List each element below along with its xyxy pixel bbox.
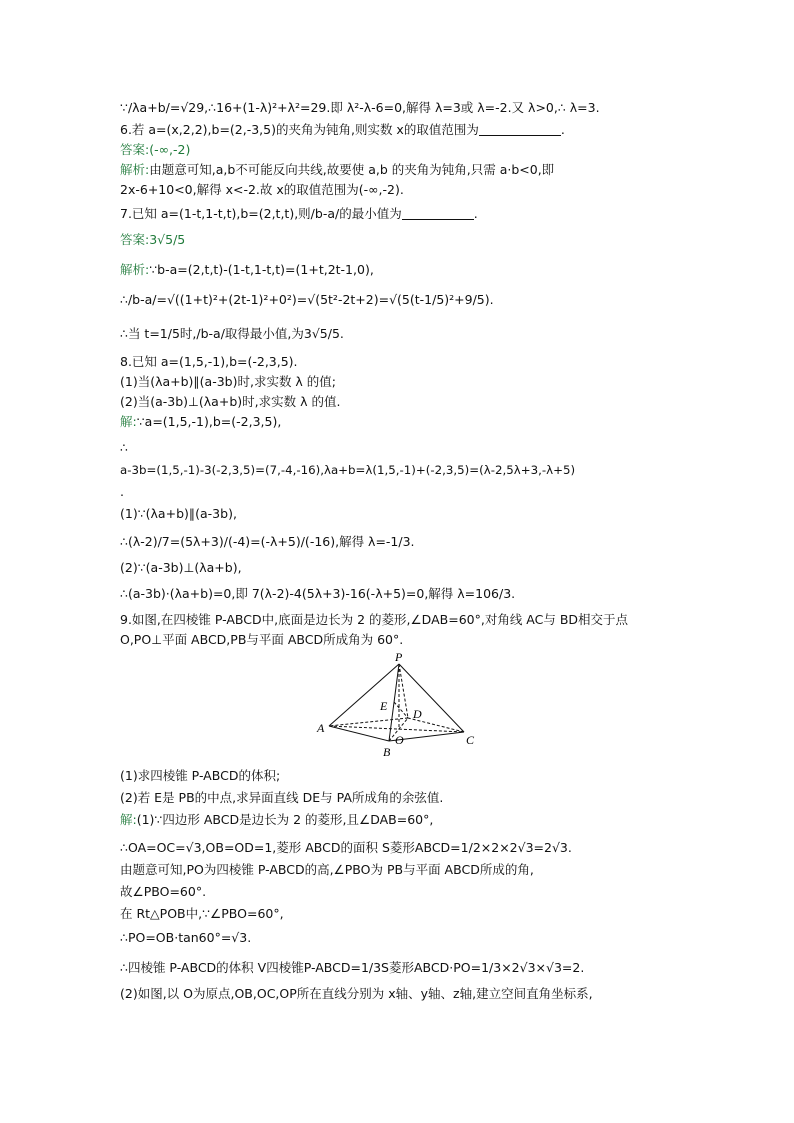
pyramid-diagram xyxy=(315,652,485,770)
q8-stem-text: 8.已知 a=(1,5,-1),b=(-2,3,5). xyxy=(120,354,298,369)
q6-stem-text: 6.若 a=(x,2,2),b=(2,-3,5)的夹角为钝角,则实数 x的取值范围为 xyxy=(120,122,479,137)
q8-sol-8 xyxy=(120,586,680,602)
q9-sol-text-8: (2)如图,以 O为原点,OB,OC,OP所在直线分别为 x轴、y轴、z轴,建立空间直角坐标系, xyxy=(120,986,593,1001)
q8-sol-text-7: (2)∵(a-3b)⊥(λa+b), xyxy=(120,560,242,575)
q9-sol-text-5: 在 Rt△POB中,∵∠PBO=60°, xyxy=(120,906,284,921)
q8-sol-4 xyxy=(120,484,680,500)
q9-sol-4 xyxy=(120,884,680,900)
q9-sol-text-7: ∴四棱锥 P-ABCD的体积 V四棱锥P-ABCD=1/3S菱形ABCD·PO=1/3×2√3×√3=2. xyxy=(120,960,585,975)
q7-stem-text: 7.已知 a=(1-t,1-t,t),b=(2,t,t),则/b-a/的最小值为 xyxy=(120,206,402,221)
label-P: P xyxy=(395,652,403,664)
q9-sol-text-6: ∴PO=OB·tan60°=√3. xyxy=(120,930,252,945)
q8-part1 xyxy=(120,374,680,390)
q7-analysis-text-1: ∵b-a=(2,t,t)-(1-t,1-t,t)=(1+t,2t-1,0), xyxy=(149,262,374,277)
q9-sol-text-1: (1)∵四边形 ABCD是边长为 2 的菱形,且∠DAB=60°, xyxy=(136,812,434,827)
q9-stem-1 xyxy=(120,612,680,628)
intro-line xyxy=(120,100,680,116)
q6-analysis-label: 解析: xyxy=(120,162,150,177)
label-O: O xyxy=(395,733,404,747)
q8-sol-label: 解: xyxy=(120,414,137,429)
q9-part2-text: (2)若 E是 PB的中点,求异面直线 DE与 PA所成角的余弦值. xyxy=(120,790,444,805)
q7-analysis-3 xyxy=(120,326,680,342)
q9-sol-text-4: 故∠PBO=60°. xyxy=(120,884,207,899)
q8-stem xyxy=(120,354,680,370)
q6-answer-value: (-∞,-2) xyxy=(149,142,191,157)
q6-analysis-text-2: 2x-6+10<0,解得 x<-2.故 x的取值范围为(-∞,-2). xyxy=(120,182,404,197)
q7-analysis-text-3: ∴当 t=1/5时,/b-a/取得最小值,为3√5/5. xyxy=(120,326,344,341)
q9-sol-1 xyxy=(120,812,680,828)
q8-part2-text: (2)当(a-3b)⊥(λa+b)时,求实数 λ 的值. xyxy=(120,394,341,409)
q8-sol-6 xyxy=(120,534,680,550)
q7-answer-value: 3√5/5 xyxy=(149,232,186,247)
q7-stem: 7.已知 a=(1-t,1-t,t),b=(2,t,t),则/b-a/的最小值为 . xyxy=(120,206,478,221)
edge-DA xyxy=(329,718,408,726)
q8-part1-text: (1)当(λa+b)∥(a-3b)时,求实数 λ 的值; xyxy=(120,374,337,389)
q8-sol-text-6: ∴(λ-2)/7=(5λ+3)/(-4)=(-λ+5)/(-16),解得 λ=-1/3. xyxy=(120,534,415,549)
q7-analysis-1 xyxy=(120,262,680,278)
label-E: E xyxy=(380,699,388,713)
q6-analysis-2 xyxy=(120,182,680,198)
q9-sol-text-3: 由题意可知,PO为四棱锥 P-ABCD的高,∠PBO为 PB与平面 ABCD所成的角, xyxy=(120,862,534,877)
label-D: D xyxy=(413,707,422,721)
label-A: A xyxy=(317,721,325,735)
q7-analysis-text-2: ∴/b-a/=√((1+t)²+(2t-1)²+0²)=√(5t²-2t+2)=√(5(t-1/5)²+9/5). xyxy=(120,292,494,307)
pyramid-figure xyxy=(315,652,485,770)
q7-answer-blank xyxy=(402,207,474,220)
q6-answer-blank xyxy=(479,123,561,136)
q8-sol-5 xyxy=(120,506,680,522)
q9-sol-3 xyxy=(120,862,680,878)
q8-sol-text-8: ∴(a-3b)·(λa+b)=0,即 7(λ-2)-4(5λ+3)-16(-λ+5)=0,解得 λ=106/3. xyxy=(120,586,516,601)
q9-part2 xyxy=(120,790,680,806)
q8-sol-7 xyxy=(120,560,680,576)
q9-sol-8 xyxy=(120,986,680,1002)
q7-analysis-2 xyxy=(120,292,680,308)
q9-stem-text-2: O,PO⊥平面 ABCD,PB与平面 ABCD所成角为 60°. xyxy=(120,632,404,647)
q8-sol-text-3: a-3b=(1,5,-1)-3(-2,3,5)=(7,-4,-16),λa+b=λ(1,5,-1)+(-2,3,5)=(λ-2,5λ+3,-λ+5) xyxy=(120,463,576,477)
q6-answer-label: 答案: xyxy=(120,142,150,157)
q8-part2 xyxy=(120,394,680,410)
q8-sol-text-1: ∵a=(1,5,-1),b=(-2,3,5), xyxy=(136,414,282,429)
q9-sol-6 xyxy=(120,930,680,946)
q8-sol-3 xyxy=(120,462,680,478)
label-B: B xyxy=(383,745,391,759)
q6-answer xyxy=(120,142,680,158)
q6-stem: 6.若 a=(x,2,2),b=(2,-3,5)的夹角为钝角,则实数 x的取值范围为 . xyxy=(120,122,565,137)
edge-PA xyxy=(329,664,399,726)
intro-text: ∵/λa+b/=√29,∴16+(1-λ)²+λ²=29.即 λ²-λ-6=0,解得 λ=3或 λ=-2.又 λ>0,∴ λ=3. xyxy=(120,100,600,115)
q9-part1 xyxy=(120,768,680,784)
q9-sol-2 xyxy=(120,840,680,856)
q7-answer-label: 答案: xyxy=(120,232,150,247)
q8-sol-text-5: (1)∵(λa+b)∥(a-3b), xyxy=(120,506,237,521)
q9-sol-5 xyxy=(120,906,680,922)
q8-sol-text-2: ∴ xyxy=(120,440,128,455)
q8-sol-text-4: . xyxy=(120,484,124,499)
q6-analysis-1 xyxy=(120,162,680,178)
q9-sol-text-2: ∴OA=OC=√3,OB=OD=1,菱形 ABCD的面积 S菱形ABCD=1/2×2×2√3=2√3. xyxy=(120,840,572,855)
q8-sol-2 xyxy=(120,440,680,456)
q9-sol-7 xyxy=(120,960,680,976)
q9-sol-label: 解: xyxy=(120,812,137,827)
q7-answer xyxy=(120,232,680,248)
label-C: C xyxy=(466,733,475,747)
q6-analysis-text-1: 由题意可知,a,b不可能反向共线,故要使 a,b 的夹角为钝角,只需 a·b<0,即 xyxy=(149,162,555,177)
q9-part1-text: (1)求四棱锥 P-ABCD的体积; xyxy=(120,768,281,783)
q9-stem-text-1: 9.如图,在四棱锥 P-ABCD中,底面是边长为 2 的菱形,∠DAB=60°,对角线 AC与 BD相交于点 xyxy=(120,612,629,627)
edge-PC xyxy=(399,664,464,732)
q9-stem-2 xyxy=(120,632,680,648)
q8-sol-1 xyxy=(120,414,680,430)
q7-analysis-label: 解析: xyxy=(120,262,150,277)
